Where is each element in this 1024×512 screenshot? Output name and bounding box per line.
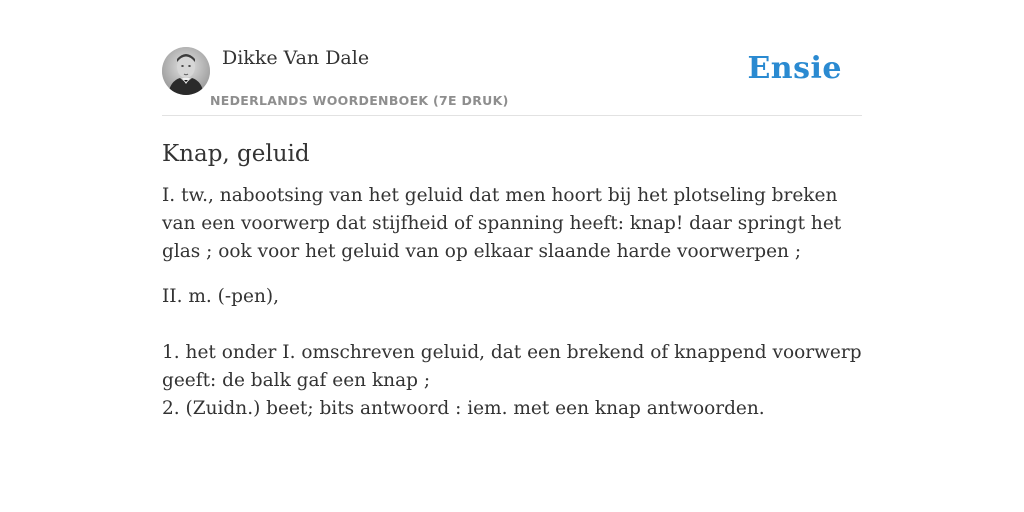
source-name[interactable]: NEDERLANDS WOORDENBOEK (7E DRUK) (210, 93, 509, 108)
definition-sense-1: I. tw., nabootsing van het geluid dat men hoort bij het plotseling breken van een voorwerp dat stijfheid of spanning heeft: knap! daar springt het glas ; ook voor het geluid van op elkaar slaande harde voorwerpen ; (162, 185, 842, 262)
header (162, 0, 862, 116)
definition-item: 1. het onder I. omschreven geluid, dat een brekend of knappend voorwerp geeft: de balk gaf een knap ; (162, 342, 862, 391)
entry-content (162, 138, 862, 423)
author-name[interactable]: Dikke Van Dale (222, 47, 370, 69)
author-avatar[interactable] (162, 47, 210, 95)
entry-title: Knap, geluid (162, 141, 310, 167)
definition-sense-2-heading: II. m. (-pen), (162, 286, 279, 307)
definition-item: 2. (Zuidn.) beet; bits antwoord : iem. met een knap antwoorden. (162, 398, 765, 419)
definition-sense-2-list (162, 311, 862, 423)
brand-logo[interactable]: Ensie (747, 51, 842, 86)
